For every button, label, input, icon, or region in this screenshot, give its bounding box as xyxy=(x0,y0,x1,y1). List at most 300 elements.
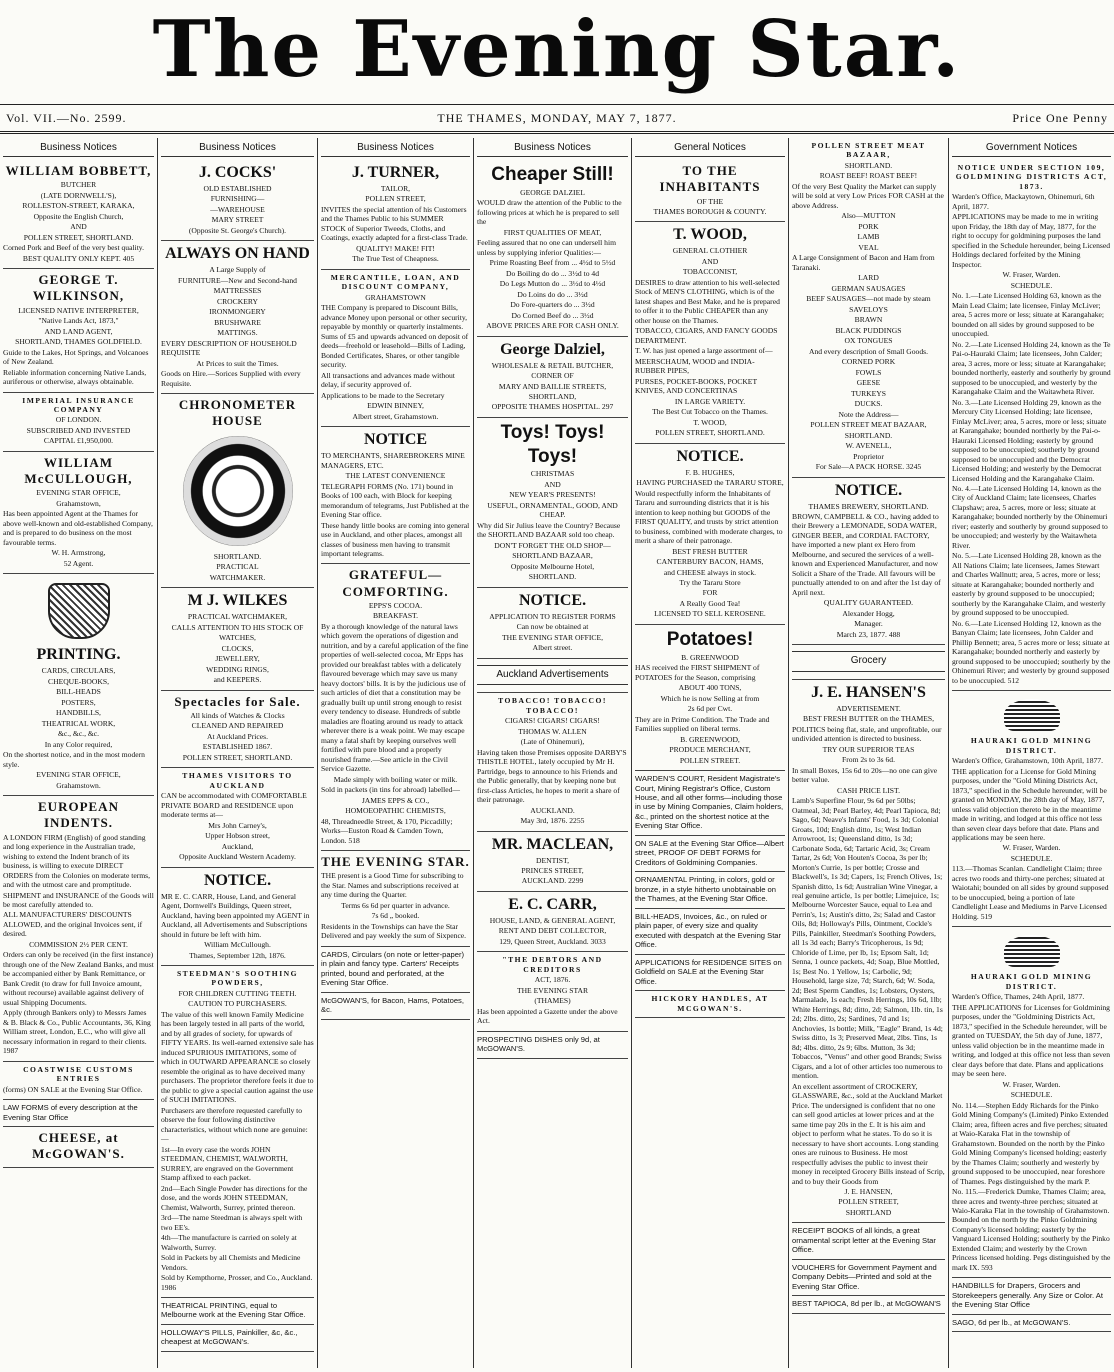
advertisement-line: POLLEN STREET. xyxy=(679,755,741,765)
column-3 xyxy=(318,138,474,1368)
advertisement-title: Toys! Toys! Toys! xyxy=(500,421,605,467)
advertisement-title: HANDBILLS for Drapers, Grocers and Storekeepers generally. Any Size or Color. At the Evening Star Office xyxy=(952,1281,1103,1310)
advertisement-line: CLOCKS, xyxy=(221,643,254,653)
advertisement-line: (LATE DORNWELL'S), xyxy=(40,190,117,200)
advertisement-line: Applications to be made to the Secretary xyxy=(321,390,445,400)
advertisement-line: BEST FRESH BUTTER xyxy=(672,546,748,556)
advertisement-line: CANTERBURY BACON, HAMS, xyxy=(656,557,764,567)
advertisement-line: Lamb's Superfine Flour, 9s 6d per 50lbs; Oatmeal, 3d; Pearl Barley, 4d; Pearl Tapioca, 8d; Sago, 6d; Neave's Infants' Food, 1s 3d; Colonial Groats, 10d; English ditto, 1s; West Indian Arrowroot, 1s; Queensland ditto, 1s 3d; Carbonate Soda, 6d; Tartaric Acid, 3s; Cream Tartar, 2s 6d; Von Houten's Cocoa, 3s per lb; Morton's Currie, 1s per bottle; Crosse and Blackwell's, 1s 3d; Capers, 1s; French Olives, 1s; Spanish ditto, 1s 6d; Australian Wine Vinegar, a real genuine article, 1s per bottle; Limejuice, 1s; Melbourne Worcester Sauce, equal to Lea and Perrin's, 1s; Austin's ditto, 2s; Salad and Castor Oils, 8d; Holloway's Pills, Ointment, Cockle's Pills, Painkiller, Steedman's Soothing Powders, all 1s 3d each; Barry's Tricopherous, 1s 9d; Chloride of Lime, per lb, 1s; Epsom Salt, 1d; Senna, 1 ounce packets, 4d; Soap, Blue Mottled, 1s; Best No. 1 Yellow, 1s; Carbolic, 9d; Household, large size, 7d; Starch, 6d; W. Soda, 2d; Best Sperm Candles, 1s; Lobsters, Oysters, Marmalade, 1s each; Fresh Herrings, 10s 6d, 1lb; White Herrings, 8d; ditto, 2d; Salmon, 1lb. tin, 1s 2d; 2lbs. ditto, 2s; Sardines, 7d and 1s; Anchovies, 1s bottle; Milk, "Eagle" Brand, 1s 4d; Swiss ditto, 1s 3; Preserved Meat, 2lbs. Tins, 1s 8d; 4lbs. ditto, 2s 9; 6lbs. Mutton, 3s 3d; Tobaccos, "Venus" and other good Brands; Swiss Cigars, and a lot of other articles too numerous to mention. xyxy=(792,796,943,1081)
dateline xyxy=(0,104,1114,134)
advertisement-line: Which he is now Selling at from xyxy=(660,693,760,703)
advertisement-line: THE Company is prepared to Discount Bills, advance Money upon personal or other security, repayable by monthly or quarterly instalments. Sums of £5 and upwards advanced on deposit of deeds—freehold or leasehold—Bills of Lading, Bonded Certificates, Shares, or other tangible security. xyxy=(321,303,469,370)
advertisement xyxy=(3,393,154,452)
advertisement xyxy=(161,241,314,394)
advertisement-line: GENERAL CLOTHIER xyxy=(672,246,748,256)
advertisement-line: From 2s to 3s 6d. xyxy=(842,755,895,765)
advertisement-title: THAMES VISITORS TO AUCKLAND xyxy=(182,771,293,790)
advertisement-line: CLEANED AND REPAIRED xyxy=(191,721,284,731)
advertisement-line: LICENSED NATIVE INTERPRETER, xyxy=(18,305,139,315)
advertisement xyxy=(477,160,628,337)
advertisement-line: Opposite the English Church, xyxy=(33,211,124,221)
advertisement-line: POLLEN STREET, SHORTLAND. xyxy=(23,232,134,242)
advertisement-line: DUCKS. xyxy=(854,399,883,409)
advertisement-line: DENTIST, xyxy=(536,855,569,865)
advertisement xyxy=(477,832,628,892)
advertisement xyxy=(635,771,785,836)
advertisement-line: AND xyxy=(70,222,87,232)
advertisement xyxy=(161,160,314,241)
advertisement-line: IRONMONGERY xyxy=(209,307,266,317)
advertisement-line: MEERSCHAUM, WOOD and INDIA-RUBBER PIPES, xyxy=(635,356,755,376)
advertisement-line: CHRISTMAS xyxy=(530,469,575,479)
advertisement xyxy=(635,836,785,872)
advertisement-line: Grahamstown. xyxy=(56,780,101,790)
advertisement xyxy=(3,269,154,392)
advertisement xyxy=(635,625,785,771)
advertisement-line: W. Fraser, Warden. xyxy=(1002,843,1061,853)
advertisement-line: Also—MUTTON xyxy=(841,211,896,221)
advertisement-line: Feeling assured that no one can undersell him unless by supplying inferior Qualities:— xyxy=(477,238,616,257)
advertisement-line: AND xyxy=(544,479,561,489)
advertisement-line: No. 114.—Stephen Eddy Richards for the Pinko Gold Mining Company's (Limited) Pinko Extended Claim; area, fifteen acres and five perches; situated at Waio-Karaka Flat in the township of Grahamstown. Bounded on the north by the Pinko Gold Mining Company's licensed holding; easterly by the Thames Claim; southerly and westerly by ground supposed to be unoccupied, near foreshore of Thames. Pegs distinguished by the mark P. xyxy=(952,1100,1109,1186)
advertisement-line: LICENSED TO SELL KEROSENE. xyxy=(654,609,766,619)
advertisement-line: Opposite Melbourne Hotel, xyxy=(510,561,595,571)
advertisement-line: MATTRESSES xyxy=(213,286,262,296)
advertisement-line: AUCKLAND. xyxy=(530,805,575,815)
advertisement-line: FURNISHING— xyxy=(210,194,265,204)
advertisement xyxy=(321,270,470,427)
advertisement-line: T. WOOD, xyxy=(693,417,727,427)
advertisement-line: Has been appointed Agent at the Thames for above well-known and old-established Company, and is prepared to do business on the most favourable terms. xyxy=(3,509,153,547)
advertisement-line: TO MERCHANTS, SHAREBROKERS MINE MANAGERS, ETC. xyxy=(321,451,465,470)
advertisement-title: LAW FORMS of every description at the Evening Star Office xyxy=(3,1103,138,1122)
advertisement xyxy=(161,1325,314,1352)
advertisement-line: Guide to the Lakes, Hot Springs, and Volcanoes of New Zealand. xyxy=(3,347,149,367)
advertisement-line: No. 1.—Late Licensed Holding 63, known as the Main Lead Claim; late licensee, Finlay McLiver; area, 5 acres more or less; situate at Karangahake; bounded on all sides by ground supposed to be unoccupied. xyxy=(952,291,1105,339)
column-heading: Business Notices xyxy=(477,138,628,157)
advertisement-line: THE EVENING STAR xyxy=(516,985,589,995)
advertisement-line: SHORTLAND. xyxy=(844,430,893,440)
advertisement-line: FIRST QUALITIES OF MEAT, xyxy=(503,227,602,237)
advertisement-title: CHRONOMETER HOUSE xyxy=(178,397,297,429)
advertisement-line: THE application for a License for Gold Mining purposes, under the "Gold Mining Districts Act, 1873," specified in the Schedule hereunder, will be granted on MONDAY, the 28th day of May, 1877, unless valid objection thereto be in the meantime made in writing, and lodged at this office not less than seven clear days before that date. Plans and applications may be seen here. xyxy=(952,766,1107,842)
advertisement-line: ESTABLISHED 1867. xyxy=(202,742,273,752)
advertisement-line: EVERY DESCRIPTION OF HOUSEHOLD REQUISITE xyxy=(161,338,297,358)
advertisement-line: W. Fraser, Warden. xyxy=(1002,270,1061,280)
advertisement-line: THE LATEST CONVENIENCE xyxy=(345,471,446,481)
advertisement-line: THEATRICAL WORK, xyxy=(41,718,116,728)
issue-date: THE THAMES, MONDAY, MAY 7, 1877. xyxy=(437,111,677,125)
advertisement-line: They are in Prime Condition. The Trade and Families supplied on liberal terms. xyxy=(635,714,770,734)
advertisement-line: 4th—The manufacture is carried on solely at Walworth, Surrey. xyxy=(161,1233,297,1252)
advertisement-line: Warden's Office, Grahamstown, 10th April, 1877. xyxy=(952,756,1103,766)
advertisement-line: SCHEDULE. xyxy=(1010,280,1053,290)
advertisement-line: A LONDON FIRM (English) of good standing and long experience in the Australian trade, wishing to extend the Indent branch of its business, is willing to execute DIRECT ORDERS from the Colonies on moderate terms, and with the utmost care and promptitude. xyxy=(3,832,151,890)
advertisement-line: PRACTICAL WATCHMAKER, xyxy=(187,612,288,622)
column-6 xyxy=(789,138,949,1368)
advertisement-title: NOTICE. xyxy=(518,591,587,609)
advertisement-line: Manager. xyxy=(854,619,883,629)
advertisement-line: All transactions and advances made without delay, if security approved of. xyxy=(321,370,455,390)
advertisement-line: "Native Lands Act, 1873," xyxy=(38,316,119,326)
advertisement-line: THE EVENING STAR OFFICE, xyxy=(501,632,604,642)
advertisement-title: NOTICE UNDER SECTION 109, GOLDMINING DISTRICTS ACT, 1873. xyxy=(955,163,1108,191)
advertisement xyxy=(321,993,470,1020)
advertisement-title: CHEESE, at McGOWAN'S. xyxy=(32,1130,125,1162)
advertisement-title: CARDS, Circulars (on note or letter-paper) in plain and fancy type. Carters' Receipts printed, bound and perforated, at the Evening Star Office. xyxy=(321,949,465,988)
advertisement-line: CAUTION TO PURCHASERS. xyxy=(188,999,287,1009)
advertisement-title: THEATRICAL PRINTING, equal to Melbourne work at the Evening Star Office. xyxy=(161,1300,306,1320)
advertisement-line: In small Boxes, 15s 6d to 20s—no one can give better value. xyxy=(792,765,938,785)
advertisement-title: SAGO, 6d per lb., at McGOWAN'S. xyxy=(952,1317,1071,1327)
advertisement-line: Sold by Kempthorne, Prosser, and Co., Auckland. 1986 xyxy=(161,1273,313,1292)
advertisement xyxy=(321,160,470,270)
advertisement-line: 129, Queen Street, Auckland. 3033 xyxy=(499,936,606,946)
advertisement-title: George Dalziel, xyxy=(500,340,605,358)
advertisement-line: The True Test of Cheapness. xyxy=(352,254,439,264)
advertisement-line: BRUSHWARE xyxy=(214,317,261,327)
volume-number: Vol. VII.—No. 2599. xyxy=(6,111,127,125)
advertisement-line: POLLEN STREET, SHORTLAND. xyxy=(182,752,293,762)
advertisement-title: COASTWISE CUSTOMS ENTRIES xyxy=(23,1064,134,1084)
advertisement-line: BILL-HEADS xyxy=(56,687,101,697)
advertisement-line: PORK xyxy=(858,221,879,231)
advertisement xyxy=(161,1298,314,1325)
advertisement-title: J. TURNER, xyxy=(351,164,440,181)
advertisement-line: May 3rd, 1876. 2255 xyxy=(520,816,585,826)
advertisement-line: LAMB xyxy=(857,232,880,242)
advertisement-line: —WAREHOUSE xyxy=(210,204,265,214)
advertisement-line: HAVING PURCHASED the TARARU STORE, xyxy=(636,478,784,488)
printing-crest-image xyxy=(48,583,110,639)
advertisement-line: EDWIN BINNEY, xyxy=(367,401,424,411)
advertisement xyxy=(792,1260,945,1296)
advertisement-line: BRAWN xyxy=(854,315,883,325)
advertisement-line: Residents in the Townships can have the Star Delivered and pay weekly the sum of Sixpence. xyxy=(321,921,467,941)
columns-container xyxy=(0,138,1114,1368)
advertisement-line: 52 Agent. xyxy=(63,558,94,568)
advertisement-line: MATTINGS. xyxy=(217,328,258,338)
advertisement-line: Why did Sir Julius leave the Country? Because the SHORTLAND BAZAAR sold too cheap. xyxy=(477,520,621,540)
advertisement xyxy=(635,991,785,1018)
advertisement-line: JEWELLERY, xyxy=(215,654,260,664)
advertisement-title: HOLLOWAY'S PILLS, Painkiller, &c, &c., cheapest at McGOWAN's. xyxy=(161,1327,298,1347)
advertisement-line: Corned Pork and Beef of the very best quality. xyxy=(3,243,145,253)
column-5 xyxy=(632,138,789,1368)
advertisement-title: BILL-HEADS, Invoices, &c., on ruled or plain paper, of every size and quality executed with despatch at the Evening Star Office. xyxy=(635,911,782,950)
advertisement-title: "THE DEBTORS AND CREDITORS xyxy=(502,955,603,974)
advertisement-line: THOMAS W. ALLEN xyxy=(518,726,587,736)
advertisement xyxy=(635,222,785,443)
advertisement-title: ALWAYS ON HAND xyxy=(165,245,310,263)
advertisement-line: PURSES, POCKET-BOOKS, POCKET KNIVES, AND CONCERTINAS xyxy=(635,376,757,396)
advertisement-line: SHORTLAND xyxy=(845,1207,892,1217)
advertisement-line: NEW YEAR'S PRESENTS! xyxy=(509,490,596,500)
column-heading: Government Notices xyxy=(952,138,1111,157)
advertisement-title: NOTICE. xyxy=(203,871,272,889)
advertisement-line: SHORTLAND, THAMES GOLDFIELD. xyxy=(15,337,142,347)
advertisement-line: CAN be accommodated with COMFORTABLE PRIVATE BOARD and RESIDENCE upon moderate terms at— xyxy=(161,791,307,820)
advertisement-title: J. E. HANSEN'S xyxy=(811,683,926,701)
advertisement-line: CALLS ATTENTION TO HIS STOCK OF xyxy=(171,622,304,632)
advertisement-line: And every description of Small Goods. xyxy=(809,346,928,356)
advertisement-line: Made simply with boiling water or milk. xyxy=(333,774,458,784)
advertisement xyxy=(321,427,470,564)
advertisement-title: MR. MACLEAN, xyxy=(491,835,614,853)
advertisement-title: Grocery xyxy=(792,651,945,672)
advertisement-line: ACT, 1876. xyxy=(534,975,571,985)
advertisement-title: GEORGE T. WILKINSON, xyxy=(32,272,125,304)
advertisement-line: CORNER OF xyxy=(531,371,574,381)
advertisement xyxy=(635,955,785,991)
advertisement-line: COMMISSION 2½ PER CENT. xyxy=(29,939,128,949)
advertisement-line: INVITES the special attention of his Customers and the Thames Public to his SUMMER STOCK of Superior Tweeds, Cloths, and Coatings, exactly adapted for a first-class Trade. xyxy=(321,204,468,243)
advertisement-line: SUBSCRIBED AND INVESTED xyxy=(26,425,131,435)
advertisement-line: 48, Threadneedle Street, & 170, Piccadilly; Works—Euston Road & Camden Town, London. 518 xyxy=(321,816,453,845)
advertisement-line: Having taken those Premises opposite DARBY'S THISTLE HOTEL, lately occupied by Mr H. Partridge, begs to announce to his Friends and the Public generally, that by keeping none but first-class Articles, he hopes to merit a share of their patronage. xyxy=(477,747,627,805)
advertisement-line: Warden's Office, Mackaytown, Ohinemuri, 6th April, 1877. xyxy=(952,192,1095,211)
advertisement-line: BLACK PUDDINGS xyxy=(835,325,902,335)
advertisement-line: THE APPLICATIONS for Licenses for Goldmining purposes, under the "Goldmining Districts Act, 1873," specified in the Schedule hereunder, will be granted on TUESDAY, the 5th day of June, 1877, unless valid objection be in the meantime made in writing, and lodged at this office not less than seven clear days before that date. Plans and applications may be seen here. xyxy=(952,1002,1111,1079)
advertisement xyxy=(3,796,154,1062)
advertisement-line: FOR CHILDREN CUTTING TEETH. xyxy=(178,988,297,998)
masthead-title: The Evening Star. xyxy=(152,4,962,95)
advertisement xyxy=(792,478,945,646)
advertisement-line: POSTERS, xyxy=(61,697,96,707)
advertisement-title: McGOWAN'S, for Bacon, Hams, Potatoes, &c. xyxy=(321,995,464,1015)
advertisement-line: March 23, 1877. 488 xyxy=(836,629,901,639)
advertisement-line: LARD xyxy=(858,273,879,283)
advertisement xyxy=(477,337,628,418)
advertisement xyxy=(321,564,470,851)
advertisement xyxy=(161,588,314,690)
advertisement-title: PROSPECTING DISHES only 9d, at McGOWAN'S. xyxy=(477,1034,600,1054)
advertisement-line: &c., &c., &c. xyxy=(57,729,100,739)
advertisement xyxy=(3,574,154,796)
advertisement xyxy=(161,868,314,966)
advertisement-line: SCHEDULE. xyxy=(1010,853,1053,863)
advertisement-line: EVENING STAR OFFICE, xyxy=(36,488,121,498)
watch-illustration xyxy=(183,436,293,546)
advertisement xyxy=(3,1062,154,1100)
advertisement-line: An excellent assortment of CROCKERY, GLASSWARE, &c., sold at the Auckland Market Price. The undersigned is confident that no one can sell good articles at lower prices and at the same time pay 20s in the £. It is his aim and object to perform what he states. To do so it is necessary to have short accounts. Long standing ones are ruinous to Business. He most respectfully advises the public to invest their money in receipted Grocery Bills instead of Scrip, and to buy their Goods from xyxy=(792,1081,945,1186)
advertisement-line: 7s 6d „ booked. xyxy=(371,911,420,921)
advertisement-line: Goods on Hire.—Sorices Supplied with every Requisite. xyxy=(161,369,301,388)
advertisement-line: Do Corned Beef do ... 3½d xyxy=(511,310,594,320)
advertisement xyxy=(161,394,314,588)
advertisement-line: TOBACCONIST, xyxy=(682,267,738,277)
advertisement-line: A Large Consignment of Bacon and Ham from Taranaki. xyxy=(792,253,935,272)
advertisement-line: OF THE xyxy=(696,196,724,206)
advertisement-line: BROWN, CAMPBELL & CO., having added to their Brewery a LEMONADE, SODA WATER, GINGER BEER, and CORDIAL FACTORY, have imported a new plant ex Hero from Melbourne, and secured the services of a well-known and Experienced Manufacturer, and now Solicit a Share of the Trade. All favours will be punctually attended to on and after the 1st day of April next. xyxy=(792,511,941,597)
advertisement-line: Opposite Auckland Western Academy. xyxy=(179,852,296,862)
advertisement xyxy=(792,645,945,680)
advertisement-title: WILLIAM McCULLOUGH, xyxy=(24,454,133,487)
advertisement-line: GERMAN SAUSAGES xyxy=(831,283,906,293)
advertisement-line: POLLEN STREET, xyxy=(838,1197,899,1207)
advertisement-line: TRY OUR SUPERIOR TEAS xyxy=(822,744,915,754)
column-4 xyxy=(474,138,632,1368)
advertisement xyxy=(3,452,154,574)
advertisement-line: AND LAND AGENT, xyxy=(44,326,113,336)
advertisement-title: STEEDMAN'S SOOTHING POWDERS, xyxy=(176,969,299,988)
advertisement-line: At Prices to suit the Times. xyxy=(196,358,279,368)
advertisement-title: VOUCHERS for Government Payment and Company Debits—Printed and sold at the Evening Star Office. xyxy=(792,1262,937,1291)
advertisement-line: Sold in packets (in tins for abroad) labelled— xyxy=(321,785,460,795)
advertisement-title: M J. WILKES xyxy=(187,592,288,610)
advertisement-line: RENT AND DEBT COLLECTOR, xyxy=(498,926,607,936)
advertisement-title: Spectacles for Sale. xyxy=(174,693,301,709)
advertisement-line: 3rd—The name Steedman is always spelt with two EE's. xyxy=(161,1213,303,1232)
advertisement-line: ALL MANUFACTURERS' DISCOUNTS ALLOWED, and the original Invoices sent, if desired. xyxy=(3,910,143,939)
advertisement xyxy=(477,952,628,1031)
advertisement xyxy=(792,680,945,1224)
advertisement-line: Do Fore-quarters do ... 3½d xyxy=(510,300,595,310)
advertisement-line: W. AVENELL, xyxy=(845,441,892,451)
advertisement xyxy=(792,1296,945,1313)
advertisement-line: EPPS'S COCOA. xyxy=(368,600,423,610)
advertisement-line: Alexander Hogg, xyxy=(842,608,895,618)
advertisement-line: No. 6.—Late Licensed Holding 12, known as the Banyan Claim; late licensees, John Calder and Phillip Bennett; area, 5 acres more or less; situate at Karangahake; bounded northerly and easterly by ground supposed to be unoccupied; southerly by the Ohinemuri River; and westerly by ground supposed to be unoccupied. 512 xyxy=(952,618,1111,685)
advertisement-line: DON'T FORGET THE OLD SHOP— xyxy=(494,540,611,550)
advertisement xyxy=(635,909,785,955)
column-2 xyxy=(158,138,318,1368)
advertisement xyxy=(321,947,470,993)
advertisement-line: The Best Cut Tobacco on the Thames. xyxy=(652,407,768,417)
advertisement-title: HAURAKI GOLD MINING DISTRICT. xyxy=(970,972,1093,991)
advertisement-line: IN LARGE VARIETY. xyxy=(674,396,746,406)
advertisement-line: CARDS, CIRCULARS, xyxy=(41,666,116,676)
royal-crest-image xyxy=(1004,699,1060,731)
advertisement-line: Upper Hobson street, xyxy=(205,831,270,841)
advertisement-line: No. 2.—Late Licensed Holding 24, known as the Te Pai-o-Hauraki Claim; late licensees, John Calder; area, 3 acres, more or less; situate at Karangahake; bounded northerly, easterly and southerly by ground supposed to be unoccupied, and westerly by the Karangahake Claim and the Waitawheta River. xyxy=(952,339,1111,397)
advertisement-line: TAILOR, xyxy=(380,184,411,193)
advertisement-line: Albert street, Grahamstown. xyxy=(352,411,439,421)
advertisement-line: B. GREENWOOD, xyxy=(680,734,740,744)
advertisement-title: TO THE INHABITANTS xyxy=(659,163,761,195)
advertisement-line: PRINCES STREET, xyxy=(521,866,584,875)
advertisement-line: The value of this well known Family Medicine has been largely tested in all parts of the world, and by all grades of society, for upwards of FIFTY YEARS. Its well-earned extensive sale has induced SPURIOUS IMITATIONS, some of which in OUTWARD APPEARANCE so closely resemble the original as to have deceived many purchasers. The proprietor therefore feels it due to the public to give a special caution against the use of SUCH IMITATIONS. xyxy=(161,1009,314,1105)
advertisement-line: CIGARS! CIGARS! CIGARS! xyxy=(505,716,600,726)
column-heading: Business Notices xyxy=(161,138,314,157)
advertisement-line: A Really Good Tea! xyxy=(679,598,741,608)
advertisement-line: Do Legs Mutton do ... 3½d to 4½d xyxy=(499,279,606,289)
advertisement-line: and KEEPERS. xyxy=(213,675,262,685)
advertisement-line: AUCKLAND. 2299 xyxy=(521,876,584,886)
advertisement-line: PRACTICAL xyxy=(216,562,259,572)
advertisement-line: OX TONGUES xyxy=(844,336,893,346)
advertisement-title: TOBACCO! TOBACCO! TOBACCO! xyxy=(498,696,607,715)
royal-crest-image xyxy=(1004,935,1060,967)
advertisement-line: SAVELOYS xyxy=(849,304,888,314)
advertisement-line: CORNED PORK xyxy=(841,357,896,367)
advertisement-line: FOWLS xyxy=(855,367,882,377)
advertisement-title: NOTICE. xyxy=(676,447,744,465)
advertisement-line: A Large Supply of xyxy=(209,265,266,275)
advertisement-title: THE EVENING STAR. xyxy=(321,854,470,870)
advertisement-line: GRAHAMSTOWN xyxy=(365,292,426,302)
price: Price One Penny xyxy=(1012,111,1108,125)
advertisement-line: Grahamstown, xyxy=(56,498,101,508)
column-heading: Business Notices xyxy=(321,138,470,157)
advertisement-line: Has been appointed a Gazette under the above Act. xyxy=(477,1006,618,1026)
advertisement-line: HOUSE, LAND, & GENERAL AGENT, xyxy=(489,915,616,925)
advertisement-line: OF LONDON. xyxy=(55,415,102,425)
advertisement-line: Can now be obtained at xyxy=(516,622,589,632)
advertisement xyxy=(321,851,470,947)
advertisement-line: WOULD draw the attention of the Public to the following prices at which he is prepared to sell the xyxy=(477,198,622,227)
advertisement-line: BREAKFAST. xyxy=(372,611,419,621)
advertisement-title: MERCANTILE, LOAN, AND DISCOUNT COMPANY, xyxy=(330,272,461,292)
advertisement-line: BEST QUALITY ONLY KEPT. 405 xyxy=(22,253,135,263)
advertisement-title: ORNAMENTAL Printing, in colors, gold or bronze, in a style hitherto unobtainable on the Thames, at the Evening Star Office. xyxy=(635,875,777,904)
advertisement-title: J. COCKS' xyxy=(198,164,277,181)
advertisement xyxy=(161,768,314,867)
advertisement-title: BEST TAPIOCA, 8d per lb., at McGOWAN'S xyxy=(792,1299,941,1309)
advertisement-line: These handy little books are coming into general use in Auckland, and other places, amongst all classes of business men having to transmit important telegrams. xyxy=(321,520,470,558)
advertisement-line: WATCHES, xyxy=(219,633,256,643)
advertisement-line: Thames, September 12th, 1876. xyxy=(189,950,286,960)
advertisement-title: HAURAKI GOLD MINING DISTRICT. xyxy=(970,736,1093,755)
advertisement-line: 1st—In every case the words JOHN STEEDMAN, CHEMIST, WALWORTH, SURREY, are engraved on the Government Stamp affixed to each packet. xyxy=(161,1144,294,1183)
advertisement-line: 2s 6d per Cwt. xyxy=(687,704,733,714)
advertisement xyxy=(3,160,154,269)
advertisement-line: Warden's Office, Thames, 24th April, 1877. xyxy=(952,992,1085,1002)
advertisement-line: Prime Roasting Beef from ... 4½d to 5½d xyxy=(489,258,616,268)
advertisement xyxy=(477,588,628,659)
advertisement-line: W. H. Armstrong, xyxy=(51,548,106,558)
advertisement-line: In any Color required, xyxy=(44,739,113,749)
advertisement-line: THE present is a Good Time for subscribing to the Star. Names and subscriptions received at any time during the Quarter. xyxy=(321,871,464,900)
advertisement-line: HANDBILLS, xyxy=(56,708,101,718)
advertisement-title: POLLEN STREET MEAT BAZAAR, xyxy=(811,141,926,160)
advertisement-title: Cheaper Still! xyxy=(491,164,614,185)
column-7 xyxy=(949,138,1114,1368)
advertisement-line: FURNITURE—New and Second-hand xyxy=(178,275,297,285)
advertisement-line: HOMOEOPATHIC CHEMISTS, xyxy=(345,806,446,816)
advertisement xyxy=(161,691,314,769)
advertisement-line: Auckland, xyxy=(221,841,254,851)
advertisement xyxy=(161,966,314,1298)
advertisement-line: Mrs John Carney's, xyxy=(208,820,267,830)
advertisement-line: POLLEN STREET MEAT BAZAAR, xyxy=(810,420,927,430)
advertisement xyxy=(952,160,1111,691)
advertisement-line: USEFUL, ORNAMENTAL, GOOD, AND CHEAP. xyxy=(487,500,618,520)
advertisement-line: BEST FRESH BUTTER on the THAMES, xyxy=(803,714,934,724)
advertisement-line: PRODUCE MERCHANT, xyxy=(669,745,751,755)
advertisement-line: MARY STREET xyxy=(211,215,264,225)
advertisement-line: Sold in Packets by all Chemists and Medicine Vendors. xyxy=(161,1253,301,1272)
masthead xyxy=(0,0,1114,100)
advertisement-title: ON SALE at the Evening Star Office—Albert street, PROOF OF DEBT FORMS for Creditors of Goldmining Companies. xyxy=(635,838,784,867)
advertisement-title: IMPERIAL INSURANCE COMPANY xyxy=(22,395,135,414)
advertisement-line: GEESE xyxy=(856,378,881,388)
advertisement-line: ABOUT 400 TONS, xyxy=(678,683,742,693)
advertisement-line: DESIRES to draw attention to his well-selected Stock of MEN'S CLOTHING, which is of the latest shapes and Best Make, and he is prepared to offer it to the Public CHEAPER than any other house on the Thames. xyxy=(635,277,780,325)
advertisement-line: ABOVE PRICES ARE FOR CASH ONLY. xyxy=(486,321,619,331)
advertisement-line: On the shortest notice, and in the most modern style. xyxy=(3,750,145,769)
advertisement xyxy=(635,160,785,222)
column-heading: Business Notices xyxy=(3,138,154,157)
advertisement-line: No. 5.—Late Licensed Holding 28, known as the All Nations Claim; late licensees, James Stewart and Charles Wallnutt; area, 5 acres, more or less; situate at Karangahake; bounded northerly and easterly by ground supposed to be unoccupied; southerly by the Karangahake Claim, and westerly by ground supposed to be unoccupied. xyxy=(952,551,1106,618)
advertisement xyxy=(952,927,1111,1278)
advertisement-line: CAPITAL £1,950,000. xyxy=(43,436,114,446)
advertisement-line: Orders can only be received (in the first instance) through one of the New Zealand Banks, and must be accompanied either by Bank Remittance, or Bank Credit (to draw for full Invoice amount, without recourse) available against delivery of usual Shipping Documents. xyxy=(3,950,154,1007)
advertisement-line: Terms 6s 6d per quarter in advance. xyxy=(341,900,450,910)
advertisement xyxy=(477,418,628,588)
advertisement-line: For Sale—A PACK HORSE. 3245 xyxy=(815,462,922,472)
advertisement xyxy=(635,444,785,625)
